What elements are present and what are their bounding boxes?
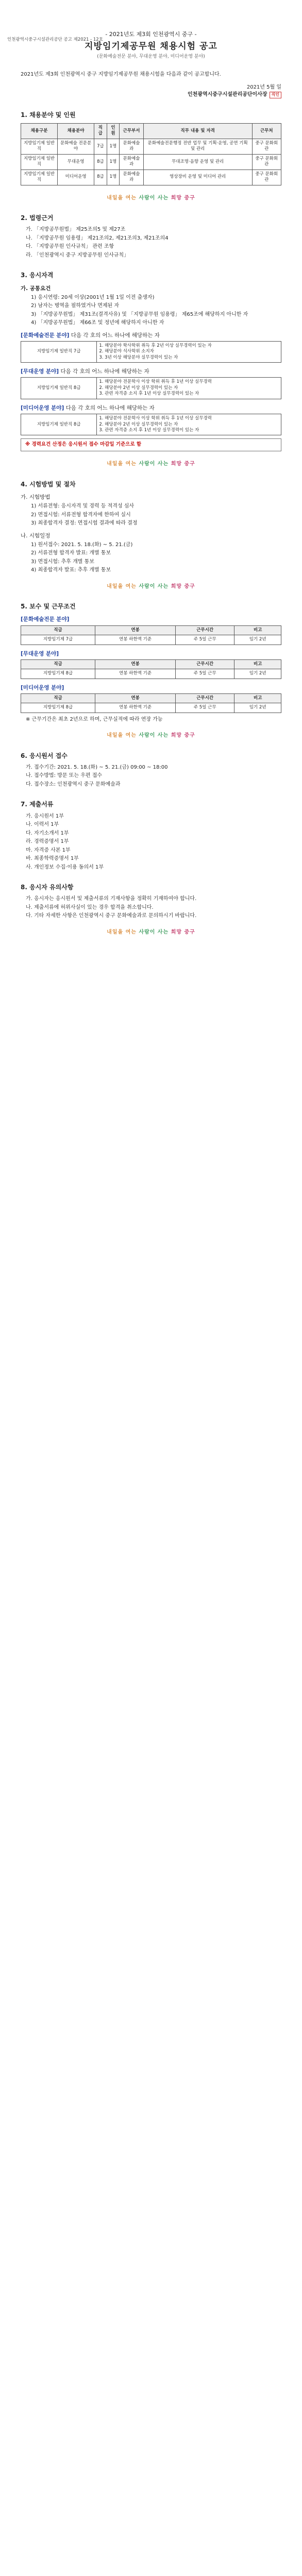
column-header: 연봉 [95, 659, 176, 669]
slogan-part: 희망 중구 [171, 195, 195, 201]
slogan-part: 내일을 여는 [107, 929, 137, 935]
table-row [21, 378, 281, 399]
column-header: 비고 [234, 693, 281, 703]
exam-method-title: 가. 시험방법 [21, 494, 51, 500]
org-name: 인천광역시중구시설관리공단이사장 [187, 91, 267, 97]
list-item: 가. 접수기간: 2021. 5. 18.(화) ~ 5. 21.(금) 09:00 ~ 18:00 [26, 764, 168, 770]
application-list [21, 764, 281, 788]
list-item: 가. 응시자는 응시원서 및 제출서류의 기재사항을 정확히 기재하여야 합니다. [26, 896, 197, 902]
list-item: 나. 「지방공무원 임용령」 제21조의2, 제21조의3, 제21조의4 [26, 235, 169, 241]
slogan-part: 희망 중구 [171, 929, 195, 935]
field-desc: 다음 각 호의 어느 하나에 해당하는 자 [64, 404, 155, 411]
legal-basis-list [21, 226, 281, 259]
notes-list [21, 895, 281, 920]
column-header: 근무부서 [120, 123, 144, 139]
table-cell: 지방임기제 8급 [21, 669, 95, 679]
doc-number: 인천광역시중구시설관리공단 공고 제2021 - 12호 [7, 37, 103, 42]
slogan-part: 사람이 사는 [139, 929, 169, 935]
column-header: 직급 [94, 123, 107, 139]
list-item: 4) 「지방공무원법」 제66조 및 정년에 해당하지 아니한 자 [31, 320, 164, 326]
table-header-row [21, 625, 281, 635]
table-cell: 무대조명·음향 운영 및 관리 [143, 154, 252, 170]
list-item: 다. 「지방공무원 인사규칙」 관련 조항 [26, 244, 114, 250]
table-cell: 무대운영 [58, 154, 94, 170]
recruitment-table [21, 123, 281, 185]
slogan-part: 희망 중구 [171, 583, 195, 589]
table-row [21, 635, 281, 645]
qualification-note: ※ 경력요건 산정은 응시원서 접수 마감일 기준으로 함 [21, 438, 281, 451]
table-cell: 주 5일 근무 [176, 703, 234, 713]
list-item: 4) 최종합격자 발표: 추후 개별 통보 [31, 567, 111, 573]
table-cell: 주 5일 근무 [176, 669, 234, 679]
slogan-part: 사람이 사는 [139, 461, 169, 467]
list-item: 3) 면접시험: 추후 개별 통보 [31, 558, 94, 565]
table-cell: 지방임기제 7급 [21, 635, 95, 645]
table-row [21, 139, 281, 154]
list-item: 3) 최종합격자 결정: 면접시험 결과에 따라 결정 [31, 520, 138, 527]
common-req-list [21, 294, 281, 327]
pay-note: ※ 근무기간은 최초 2년으로 하며, 근무실적에 따라 연장 가능 [26, 716, 163, 722]
field-label: [미디어운영 분야] [21, 404, 64, 411]
column-header: 직무 내용 및 자격 [143, 123, 252, 139]
qualification-table [21, 341, 281, 363]
notice-page [0, 31, 302, 2576]
table-cell: 중구 문화회관 [252, 154, 281, 170]
column-header: 근무시간 [176, 659, 234, 669]
exam-schedule-title: 나. 시험일정 [21, 532, 51, 539]
pay-table [21, 625, 281, 645]
table-cell: 주 5일 근무 [176, 635, 234, 645]
list-item: 마. 자격증 사본 1부 [26, 847, 71, 853]
table-row [21, 170, 281, 185]
header-subtitle: - 2021년도 제3회 인천광역시 중구 - [105, 31, 197, 38]
qualification-table [21, 377, 281, 399]
pay-group-label: [미디어운영 분야] [21, 684, 64, 691]
column-header: 비고 [234, 659, 281, 669]
table-row [21, 341, 281, 362]
table-header-row [21, 659, 281, 669]
table-cell: 문화예술전문행정 전반 업무 및 기획·운영, 공연 기획 및 관리 [143, 139, 252, 154]
column-header: 인원 [107, 123, 120, 139]
qualification-label [21, 332, 281, 339]
list-item: 3) 「지방공무원법」 제31조(결격사유) 및 「지방공무원 임용령」 제65조에 해당하지 아니한 자 [31, 311, 248, 317]
pay-tables [21, 616, 281, 713]
list-item: 나. 접수방법: 방문 또는 우편 접수 [26, 773, 103, 779]
field-desc: 다음 각 호의 어느 하나에 해당하는 자 [59, 368, 149, 375]
table-cell: 문화예술과 [120, 170, 144, 185]
slogan-part: 내일을 여는 [107, 195, 137, 201]
list-item: 사. 개인정보 수집·이용 동의서 1부 [26, 864, 104, 870]
qualification-table [21, 414, 281, 435]
pay-table [21, 693, 281, 713]
column-header: 근무시간 [176, 625, 234, 635]
slogan-banner [21, 583, 281, 590]
section-title-5: 5. 보수 및 근무조건 [21, 603, 76, 611]
list-item: 다. 자기소개서 1부 [26, 830, 69, 836]
slogan-part: 사람이 사는 [139, 733, 169, 739]
table-cell: 1. 해당분야 학사학위 취득 후 2년 이상 실무경력이 있는 자 2. 해당분야 석사학위 소지자 3. 3년 이상 해당분야 실무경력이 있는 자 [97, 341, 281, 362]
table-cell: 중구 문화회관 [252, 170, 281, 185]
table-cell: 미디어운영 [58, 170, 94, 185]
list-item: 1) 서류전형: 응시자격 및 경력 등 적격성 심사 [31, 503, 135, 510]
list-item: 다. 접수장소: 인천광역시 중구 문화예술과 [26, 781, 121, 787]
exam-schedule-list [21, 541, 281, 574]
table-row [21, 669, 281, 679]
table-cell: 임기 2년 [234, 635, 281, 645]
column-header: 채용구분 [21, 123, 58, 139]
table-cell: 7급 [94, 139, 107, 154]
slogan-banner [21, 461, 281, 468]
column-header: 연봉 [95, 625, 176, 635]
pay-group-label: [문화예술전문 분야] [21, 616, 70, 623]
table-cell: 1명 [107, 170, 120, 185]
column-header: 직급 [21, 693, 95, 703]
list-item: 나. 제출서류에 허위사실이 있는 경우 합격을 취소합니다. [26, 904, 154, 910]
table-cell: 중구 문화회관 [252, 139, 281, 154]
table-cell: 1. 해당분야 전문학사 이상 학위 취득 후 1년 이상 실무경력 2. 해당분야 2년 이상 실무경력이 있는 자 3. 관련 자격증 소지 후 1년 이상 실무경력이 있는 자 [97, 378, 281, 399]
slogan-part: 사람이 사는 [139, 195, 169, 201]
section-title-6: 6. 응시원서 접수 [21, 752, 68, 759]
intro-text: 2021년도 제3회 인천광역시 중구 지방임기제공무원 채용시험을 다음과 같이 공고합니다. [21, 71, 221, 77]
table-cell: 8급 [94, 170, 107, 185]
slogan-part: 희망 중구 [171, 733, 195, 739]
table-cell: 문화예술과 [120, 154, 144, 170]
qualification-label [21, 404, 281, 412]
table-header-row [21, 693, 281, 703]
field-label: [문화예술전문 분야] [21, 332, 70, 338]
section-title-3: 3. 응시자격 [21, 272, 54, 279]
table-cell: 문화예술과 [120, 139, 144, 154]
list-item: 바. 최종학력증명서 1부 [26, 856, 79, 862]
table-cell: 영상장비 운영 및 미디어 관리 [143, 170, 252, 185]
section-title-1: 1. 채용분야 및 인원 [21, 111, 76, 118]
section-title-2: 2. 법령근거 [21, 214, 54, 222]
field-label: [무대운영 분야] [21, 368, 59, 375]
list-item: 라. 경력증명서 1부 [26, 839, 69, 845]
column-header: 연봉 [95, 693, 176, 703]
table-cell: 임기 2년 [234, 669, 281, 679]
column-header: 비고 [234, 625, 281, 635]
column-header: 근무처 [252, 123, 281, 139]
table-cell: 지방임기제 일반직 8급 [21, 414, 97, 435]
header-note: (문화예술전문 분야, 무대운영 분야, 미디어운영 분야) [97, 54, 205, 59]
table-cell: 1. 해당분야 전문학사 이상 학위 취득 후 1년 이상 실무경력 2. 해당분야 2년 이상 실무경력이 있는 자 3. 관련 자격증 소지 후 1년 이상 실무경력이 있는 자 [97, 414, 281, 435]
table-cell: 연봉 하한액 기준 [95, 703, 176, 713]
table-cell: 지방임기제 일반직 [21, 170, 58, 185]
qualification-label [21, 368, 281, 375]
pay-group-label: [무대운영 분야] [21, 650, 59, 657]
column-header: 직급 [21, 659, 95, 669]
table-cell: 지방임기제 8급 [21, 703, 95, 713]
table-cell: 문화예술 전문분야 [58, 139, 94, 154]
section-title-7: 7. 제출서류 [21, 801, 54, 808]
list-item: 라. 「인천광역시 중구 지방공무원 인사규칙」 [26, 252, 129, 258]
slogan-banner [21, 732, 281, 739]
pay-table [21, 659, 281, 679]
table-cell: 지방임기제 일반직 8급 [21, 378, 97, 399]
list-item: 2) 면접시험: 서류전형 합격자에 한하여 실시 [31, 512, 131, 518]
common-req-title: 가. 공통요건 [21, 285, 51, 292]
table-row [21, 414, 281, 435]
table-cell: 1명 [107, 154, 120, 170]
table-cell: 지방임기제 일반직 [21, 154, 58, 170]
list-item: 2) 남자는 병역을 필하였거나 면제된 자 [31, 303, 120, 309]
slogan-part: 사람이 사는 [139, 583, 169, 589]
section-title-8: 8. 응시자 유의사항 [21, 884, 74, 891]
slogan-banner [21, 195, 281, 202]
column-header: 직급 [21, 625, 95, 635]
list-item: 다. 기타 자세한 사항은 인천광역시 중구 문화예술과로 문의하시기 바랍니다. [26, 913, 197, 919]
column-header: 근무시간 [176, 693, 234, 703]
documents-list [21, 813, 281, 871]
list-item: 가. 응시원서 1부 [26, 813, 64, 819]
slogan-part: 내일을 여는 [107, 733, 137, 739]
slogan-part: 내일을 여는 [107, 461, 137, 467]
list-item: 나. 이력서 1부 [26, 822, 59, 828]
table-cell: 지방임기제 일반직 7급 [21, 341, 97, 362]
table-cell: 1명 [107, 139, 120, 154]
slogan-part: 희망 중구 [171, 461, 195, 467]
table-cell: 지방임기제 일반직 [21, 139, 58, 154]
table-cell: 연봉 하한액 기준 [95, 669, 176, 679]
table-row [21, 703, 281, 713]
issuing-org [21, 91, 281, 98]
slogan-banner [21, 929, 281, 936]
seal-stamp: 직인 [270, 92, 281, 98]
qualification-tables [21, 332, 281, 436]
field-desc: 다음 각 호의 어느 하나에 해당하는 자 [69, 332, 160, 338]
table-cell: 8급 [94, 154, 107, 170]
slogan-part: 내일을 여는 [107, 583, 137, 589]
list-item: 가. 「지방공무원법」 제25조의5 및 제27조 [26, 227, 126, 233]
exam-method-list [21, 503, 281, 527]
list-item: 2) 서류전형 합격자 발표: 개별 통보 [31, 550, 111, 556]
list-item: 1) 응시연령: 20세 이상(2001년 1월 1일 이전 출생자) [31, 294, 155, 300]
section-title-4: 4. 시험방법 및 절차 [21, 480, 76, 488]
notice-date: 2021년 5월 일 [246, 84, 281, 91]
table-row [21, 154, 281, 170]
column-header: 채용분야 [58, 123, 94, 139]
table-cell: 연봉 하한액 기준 [95, 635, 176, 645]
list-item: 1) 원서접수: 2021. 5. 18.(화) ~ 5. 21.(금) [31, 541, 133, 548]
table-cell: 임기 2년 [234, 703, 281, 713]
page-title: 지방임기제공무원 채용시험 공고 [85, 41, 217, 52]
